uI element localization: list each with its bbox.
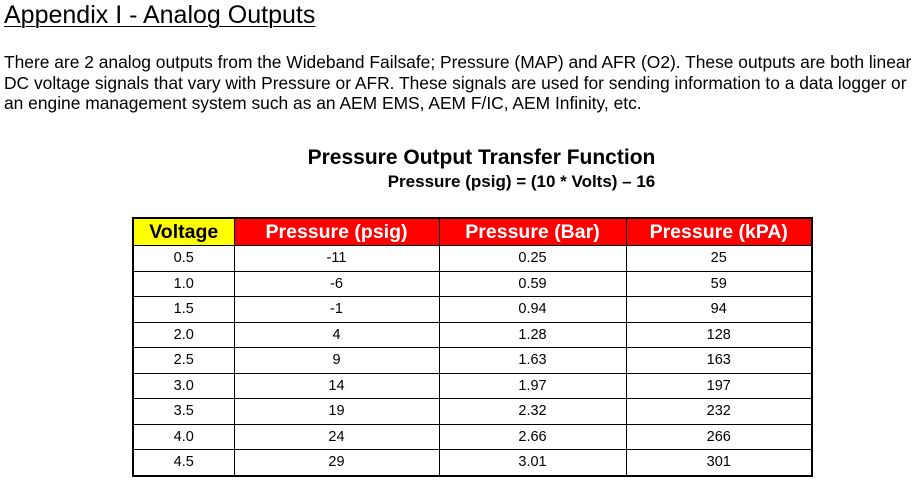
cell-pressure-bar: 1.97 — [439, 373, 626, 399]
cell-pressure-bar: 1.28 — [439, 322, 626, 348]
cell-voltage: 1.0 — [133, 271, 234, 297]
cell-pressure-bar: 2.66 — [439, 424, 626, 450]
cell-voltage: 3.0 — [133, 373, 234, 399]
cell-pressure-kpa: 59 — [626, 271, 812, 297]
cell-pressure-psig: 24 — [234, 424, 439, 450]
cell-pressure-bar: 0.25 — [439, 246, 626, 272]
cell-pressure-psig: -6 — [234, 271, 439, 297]
table-row — [133, 297, 812, 323]
cell-pressure-bar: 1.63 — [439, 348, 626, 374]
cell-pressure-kpa: 163 — [626, 348, 812, 374]
cell-pressure-kpa: 25 — [626, 246, 812, 272]
cell-voltage: 3.5 — [133, 399, 234, 425]
cell-voltage: 4.5 — [133, 450, 234, 476]
cell-pressure-psig: -1 — [234, 297, 439, 323]
cell-pressure-bar: 2.32 — [439, 399, 626, 425]
cell-pressure-kpa: 232 — [626, 399, 812, 425]
cell-pressure-psig: 29 — [234, 450, 439, 476]
table-row — [133, 322, 812, 348]
header-pressure-kpa: Pressure (kPA) — [626, 218, 812, 246]
page-title: Appendix I - Analog Outputs — [4, 1, 316, 29]
cell-pressure-kpa: 128 — [626, 322, 812, 348]
transfer-formula: Pressure (psig) = (10 * Volts) – 16 — [387, 172, 656, 191]
cell-pressure-bar: 0.59 — [439, 271, 626, 297]
cell-pressure-kpa: 94 — [626, 297, 812, 323]
header-voltage: Voltage — [133, 218, 234, 246]
cell-pressure-bar: 3.01 — [439, 450, 626, 476]
header-pressure-psig: Pressure (psig) — [234, 218, 439, 246]
header-pressure-bar: Pressure (Bar) — [439, 218, 626, 246]
intro-paragraph: There are 2 analog outputs from the Wideband Failsafe; Pressure (MAP) and AFR (O2). These outputs are both linear DC voltage signals that vary with Pressure or AFR. These signals are used for sending information to a data logger or an engine management system such as an AEM EMS, AEM F/IC, AEM Infinity, etc. — [4, 52, 912, 114]
table-row — [133, 424, 812, 450]
cell-voltage: 1.5 — [133, 297, 234, 323]
cell-pressure-psig: 4 — [234, 322, 439, 348]
table-header-row — [133, 218, 812, 246]
cell-pressure-kpa: 301 — [626, 450, 812, 476]
cell-voltage: 4.0 — [133, 424, 234, 450]
cell-pressure-psig: 19 — [234, 399, 439, 425]
cell-pressure-kpa: 197 — [626, 373, 812, 399]
cell-pressure-bar: 0.94 — [439, 297, 626, 323]
table-row — [133, 246, 812, 272]
table-row — [133, 450, 812, 476]
table-row — [133, 399, 812, 425]
pressure-transfer-table — [132, 217, 813, 477]
table-row — [133, 271, 812, 297]
cell-voltage: 2.0 — [133, 322, 234, 348]
cell-pressure-psig: -11 — [234, 246, 439, 272]
cell-pressure-psig: 9 — [234, 348, 439, 374]
table-row — [133, 373, 812, 399]
table-row — [133, 348, 812, 374]
cell-voltage: 2.5 — [133, 348, 234, 374]
cell-pressure-psig: 14 — [234, 373, 439, 399]
cell-voltage: 0.5 — [133, 246, 234, 272]
table-title: Pressure Output Transfer Function — [307, 146, 656, 169]
cell-pressure-kpa: 266 — [626, 424, 812, 450]
